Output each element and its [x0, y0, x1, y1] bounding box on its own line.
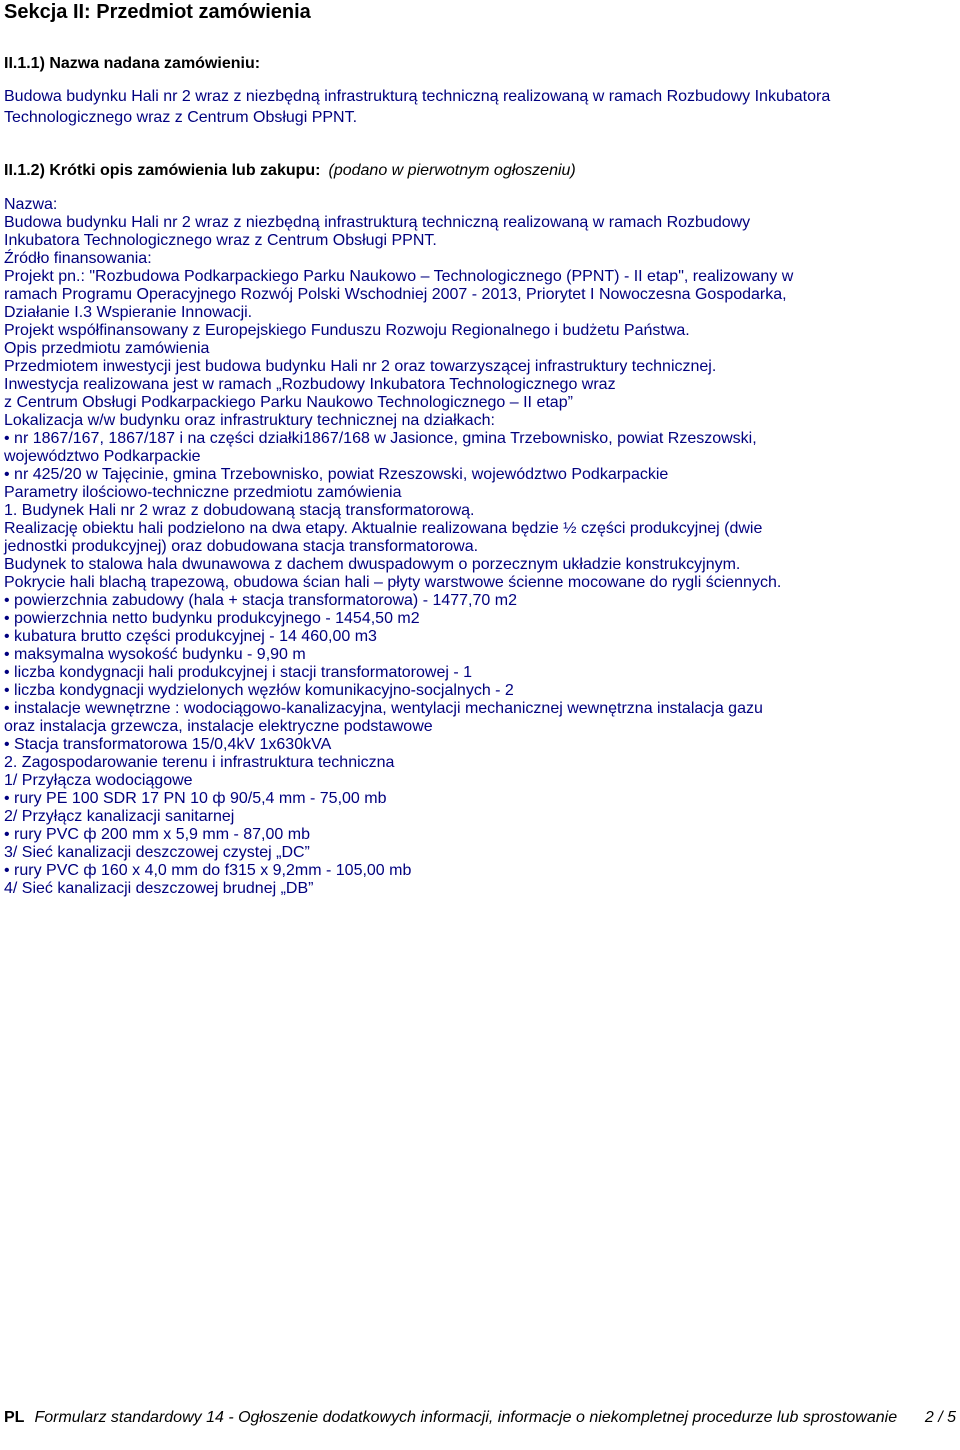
- description-line: Pokrycie hali blachą trapezową, obudowa ścian hali – płyty warstwowe ścienne mocowane do rygli ściennych.: [4, 574, 782, 591]
- description-line: 2/ Przyłącz kanalizacji sanitarnej: [4, 808, 235, 825]
- description-line: • rury PVC ф 160 x 4,0 mm do f315 x 9,2mm - 105,00 mb: [4, 862, 412, 879]
- description-line: Inkubatora Technologicznego wraz z Centrum Obsługi PPNT.: [4, 232, 437, 249]
- description-line: • rury PVC ф 200 mm x 5,9 mm - 87,00 mb: [4, 826, 310, 843]
- description-line: 1. Budynek Hali nr 2 wraz z dobudowaną stacją transformatorową.: [4, 502, 475, 519]
- description-line: jednostki produkcyjnej) oraz dobudowana stacja transformatorowa.: [4, 538, 479, 555]
- description-line: Źródło finansowania:: [4, 250, 152, 267]
- description-heading: [4, 161, 576, 181]
- description-line: • liczba kondygnacji wydzielonych węzłów komunikacyjno-socjalnych - 2: [4, 682, 514, 699]
- description-line: • powierzchnia zabudowy (hala + stacja transformatorowa) - 1477,70 m2: [4, 592, 517, 609]
- description-line: Budynek to stalowa hala dwunawowa z dachem dwuspadowym o porzecznym układzie konstrukcyjnym.: [4, 556, 741, 573]
- order-name-value: Budowa budynku Hali nr 2 wraz z niezbędną infrastrukturą techniczną realizowaną w ramach Rozbudowy Inkubatora Technologicznego wraz z Centrum Obsługi PPNT.: [4, 88, 831, 126]
- description-line: ramach Programu Operacyjnego Rozwój Polski Wschodniej 2007 - 2013, Priorytet I Nowoczesna Gospodarka,: [4, 286, 787, 303]
- description-body: [4, 196, 958, 898]
- description-line: Przedmiotem inwestycji jest budowa budynku Hali nr 2 oraz towarzyszącej infrastruktury technicznej.: [4, 358, 717, 375]
- description-line: województwo Podkarpackie: [4, 448, 201, 465]
- description-line: • rury PE 100 SDR 17 PN 10 ф 90/5,4 mm - 75,00 mb: [4, 790, 387, 807]
- description-line: • liczba kondygnacji hali produkcyjnej i stacji transformatorowej - 1: [4, 664, 473, 681]
- description-line: • maksymalna wysokość budynku - 9,90 m: [4, 646, 306, 663]
- description-line: • kubatura brutto części produkcyjnej - 14 460,00 m3: [4, 628, 377, 645]
- description-line: Projekt współfinansowany z Europejskiego Funduszu Rozwoju Regionalnego i budżetu Państwa.: [4, 322, 690, 339]
- footer-form-name: Formularz standardowy 14 - Ogłoszenie dodatkowych informacji, informacje o niekompletnej procedurze lub sprostowanie: [34, 1409, 898, 1426]
- description-line: • Stacja transformatorowa 15/0,4kV 1x630kVA: [4, 736, 332, 753]
- description-heading-label: II.1.2) Krótki opis zamówienia lub zakupu:: [4, 162, 321, 179]
- description-line: 4/ Sieć kanalizacji deszczowej brudnej „DB”: [4, 880, 314, 897]
- description-heading-note: (podano w pierwotnym ogłoszeniu): [328, 162, 576, 179]
- description-line: 3/ Sieć kanalizacji deszczowej czystej „DC”: [4, 844, 310, 861]
- description-line: • powierzchnia netto budynku produkcyjnego - 1454,50 m2: [4, 610, 420, 627]
- description-line: Projekt pn.: "Rozbudowa Podkarpackiego Parku Naukowo – Technologicznego (PPNT) - II etap", realizowany w: [4, 268, 794, 285]
- description-line: oraz instalacja grzewcza, instalacje elektryczne podstawowe: [4, 718, 433, 735]
- page-footer: [4, 1408, 956, 1428]
- description-line: Inwestycja realizowana jest w ramach „Rozbudowy Inkubatora Technologicznego wraz: [4, 376, 616, 393]
- footer-page-number: 2 / 5: [924, 1409, 956, 1426]
- description-line: Realizację obiektu hali podzielono na dwa etapy. Aktualnie realizowana będzie ½ części produkcyjnej (dwie: [4, 520, 763, 537]
- description-line: • nr 1867/167, 1867/187 i na części działki1867/168 w Jasionce, gmina Trzebownisko, powiat Rzeszowski,: [4, 430, 757, 447]
- description-line: • instalacje wewnętrzne : wodociągowo-kanalizacyjna, wentylacji mechanicznej wewnętrzna instalacja gazu: [4, 700, 763, 717]
- description-line: Działanie I.3 Wspieranie Innowacji.: [4, 304, 253, 321]
- description-line: Nazwa:: [4, 196, 58, 213]
- description-line: Parametry ilościowo-techniczne przedmiotu zamówienia: [4, 484, 402, 501]
- description-line: Budowa budynku Hali nr 2 wraz z niezbędną infrastrukturą techniczną realizowaną w ramach Rozbudowy: [4, 214, 751, 231]
- name-heading: II.1.1) Nazwa nadana zamówieniu:: [4, 55, 261, 72]
- description-line: z Centrum Obsługi Podkarpackiego Parku Naukowo Technologicznego – II etap”: [4, 394, 573, 411]
- description-line: 1/ Przyłącza wodociągowe: [4, 772, 193, 789]
- description-line: 2. Zagospodarowanie terenu i infrastruktura techniczna: [4, 754, 395, 771]
- section-title: Sekcja II: Przedmiot zamówienia: [4, 1, 311, 23]
- footer-language: PL: [4, 1409, 25, 1426]
- description-line: Opis przedmiotu zamówienia: [4, 340, 210, 357]
- description-line: Lokalizacja w/w budynku oraz infrastruktury technicznej na działkach:: [4, 412, 495, 429]
- description-line: • nr 425/20 w Tajęcinie, gmina Trzebownisko, powiat Rzeszowski, województwo Podkarpackie: [4, 466, 669, 483]
